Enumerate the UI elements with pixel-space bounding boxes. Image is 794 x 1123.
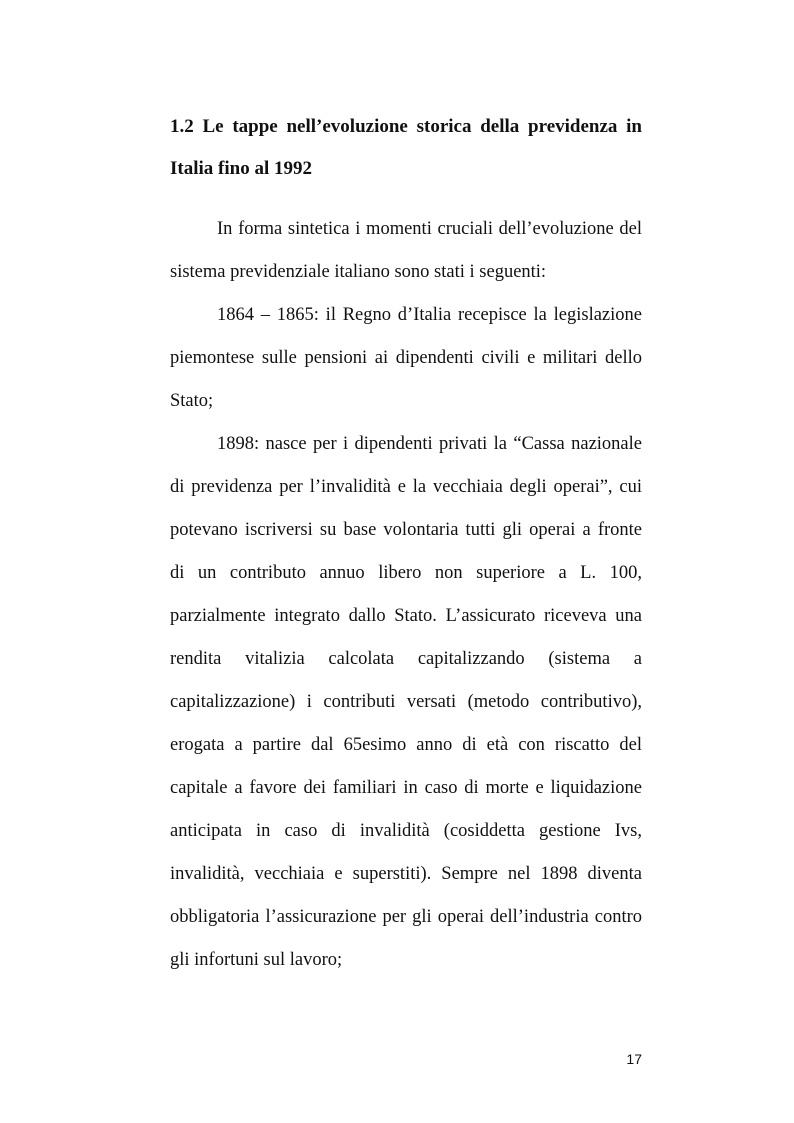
paragraph-line: obbligatoria l’assicurazione per gli operai dell’industria contro: [170, 907, 642, 927]
paragraph-line: 1864 – 1865: il Regno d’Italia recepisce la legislazione: [217, 305, 642, 325]
paragraph-line: piemontese sulle pensioni ai dipendenti civili e militari dello: [170, 348, 642, 368]
paragraph-line: potevano iscriversi su base volontaria tutti gli operai a fronte: [170, 520, 642, 540]
paragraph-line: rendita vitalizia calcolata capitalizzando (sistema a: [170, 649, 642, 669]
paragraph-line: sistema previdenziale italiano sono stati i seguenti:: [170, 262, 547, 282]
paragraph-line: 1898: nasce per i dipendenti privati la “Cassa nazionale: [217, 434, 642, 454]
section-heading-line-1: 1.2 Le tappe nell’evoluzione storica della previdenza in: [170, 116, 642, 137]
paragraph-line: capitalizzazione) i contributi versati (metodo contributivo),: [170, 692, 642, 712]
section-heading-line-2: Italia fino al 1992: [170, 158, 312, 179]
paragraph-line: anticipata in caso di invalidità (cosiddetta gestione Ivs,: [170, 821, 642, 841]
paragraph-line: di previdenza per l’invalidità e la vecchiaia degli operai”, cui: [170, 477, 642, 497]
paragraph-line: di un contributo annuo libero non superiore a L. 100,: [170, 563, 642, 583]
paragraph-line: In forma sintetica i momenti cruciali dell’evoluzione del: [217, 219, 642, 239]
page-number: 17: [626, 1051, 642, 1067]
paragraph-line: Stato;: [170, 391, 214, 411]
paragraph-line: capitale a favore dei familiari in caso di morte e liquidazione: [170, 778, 642, 798]
paragraph-line: invalidità, vecchiaia e superstiti). Sempre nel 1898 diventa: [170, 864, 642, 884]
paragraph-line: erogata a partire dal 65esimo anno di età con riscatto del: [170, 735, 642, 755]
paragraph-line: gli infortuni sul lavoro;: [170, 950, 343, 970]
paragraph-line: parzialmente integrato dallo Stato. L’assicurato riceveva una: [170, 606, 642, 626]
